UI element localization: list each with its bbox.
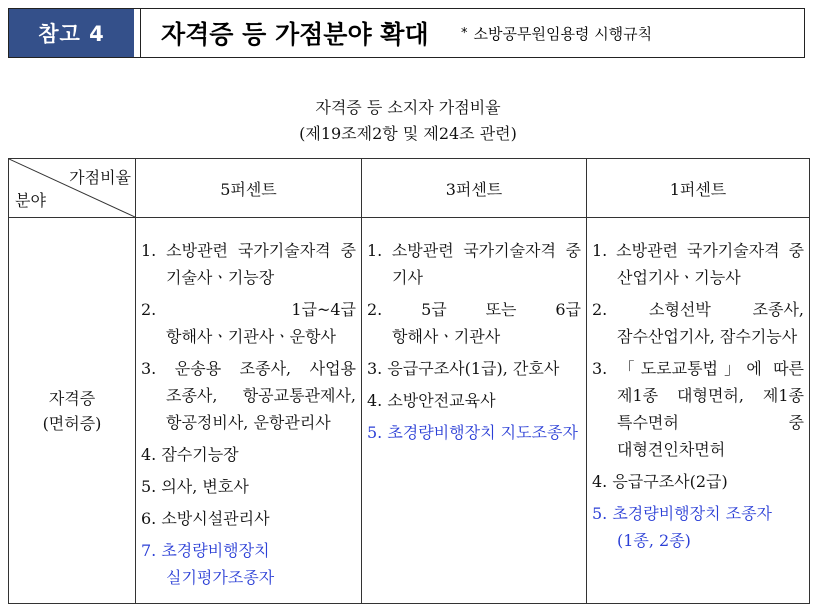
list-item-highlight: 5. 초경량비행장치 지도조종자 xyxy=(367,423,578,442)
list-item-highlight: 5. 초경량비행장치 조종자(1종, 2종) xyxy=(592,504,772,550)
cell-3pct xyxy=(362,218,587,604)
table-subtitle: (제19조제2항 및 제24조 관련) xyxy=(299,124,517,143)
list-item: 1. 소방관련 국가기술자격 중 기사 xyxy=(367,241,581,287)
row-label-sub: (면허증) xyxy=(42,413,102,433)
list-item: 4. 소방안전교육사 xyxy=(367,391,496,410)
list-item: 4. 응급구조사(2급) xyxy=(592,472,728,491)
list-item: 3. 「도로교통법」에 따른 제1종 대형면허, 제1종 특수면허 중 대형견인차면허 xyxy=(592,359,804,459)
corner-label-rate: 가점비율 xyxy=(69,168,131,187)
cell-1pct xyxy=(587,218,810,604)
list-item: 2. 1급~4급 항해사ㆍ기관사ㆍ운항사 xyxy=(141,300,356,346)
source-note xyxy=(461,9,652,57)
list-5pct xyxy=(137,219,360,602)
list-1pct xyxy=(588,219,808,565)
cell-5pct xyxy=(136,218,362,604)
table-header-row xyxy=(9,159,810,218)
row-label-cell xyxy=(9,218,136,604)
note-text: 소방공무원임용령 시행규칙 xyxy=(473,24,653,43)
list-item: 6. 소방시설관리사 xyxy=(141,509,270,528)
list-item-highlight: 7. 초경량비행장치 실기평가조종자 xyxy=(141,541,275,587)
table-title: 자격증 등 소지자 가점비율 xyxy=(315,98,501,117)
list-item: 2. 5급 또는 6급 항해사ㆍ기관사 xyxy=(367,300,581,346)
list-item: 2. 소형선박 조종사, 잠수산업기사, 잠수기능사 xyxy=(592,300,804,346)
list-item: 3. 운송용 조종사, 사업용 조종사, 항공교통관제사, 항공정비사, 운항관리사 xyxy=(141,359,356,432)
corner-header-cell xyxy=(9,159,136,218)
reference-badge: 참고 4 xyxy=(9,9,134,57)
list-item: 3. 응급구조사(1급), 간호사 xyxy=(367,359,560,378)
column-header-5pct: 5퍼센트 xyxy=(136,159,362,218)
row-label: 자격증 xyxy=(48,388,96,408)
column-header-1pct: 1퍼센트 xyxy=(587,159,810,218)
section-title: 자격증 등 가점분야 확대 xyxy=(161,20,429,49)
list-item: 5. 의사, 변호사 xyxy=(141,477,249,496)
table-row xyxy=(9,218,810,604)
column-header-3pct: 3퍼센트 xyxy=(362,159,587,218)
corner-label-field: 분야 xyxy=(15,191,46,210)
note-mark: * xyxy=(461,25,468,41)
badge-divider xyxy=(134,9,141,57)
bonus-rate-table xyxy=(8,158,810,604)
list-3pct xyxy=(363,219,585,457)
list-item: 4. 잠수기능장 xyxy=(141,445,239,464)
list-item: 1. 소방관련 국가기술자격 중 기술사ㆍ기능장 xyxy=(141,241,356,287)
section-header xyxy=(8,8,805,58)
list-item: 1. 소방관련 국가기술자격 중 산업기사ㆍ기능사 xyxy=(592,241,804,287)
